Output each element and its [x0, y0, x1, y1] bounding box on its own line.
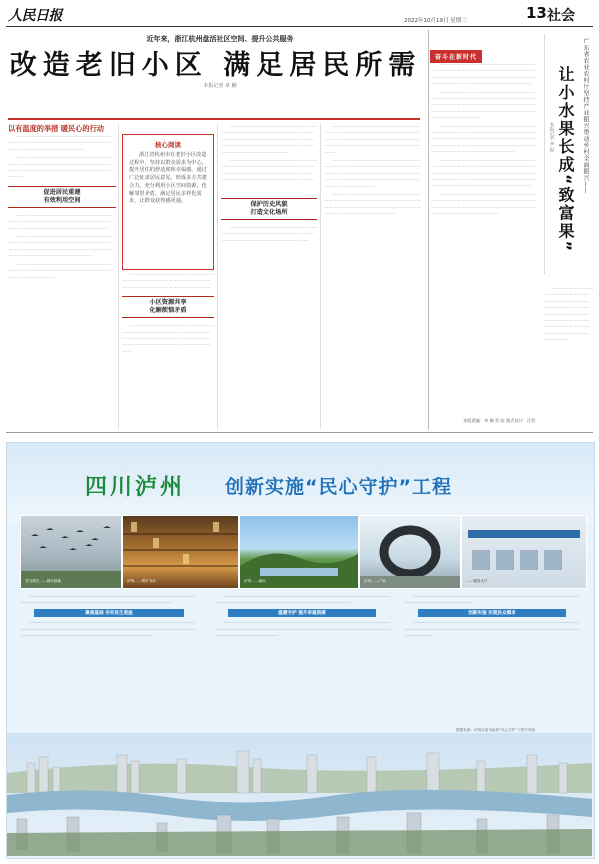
photo-city-green	[20, 515, 122, 589]
ad-paragraph: 一一一一一一一一一一一一一一一一一一一一一一一一一一一一一一一一一一一一一一一一一一一一一一一一一一一一一一一一一一一一一一一一一一一一一一一一一一一一一一一一一一一一一一一一一一一一一	[404, 620, 580, 638]
ad-subhead: 温暖守护 提升幸福质感	[228, 609, 376, 617]
sculpture-image	[360, 516, 460, 588]
column-logo: 奋斗在新时代	[430, 50, 482, 63]
ad-paragraph: 一一一一一一一一一一一一一一一一一一一一一一一一一一一一一一一一一一一一一一一一一一一一一一一一一一一一一一一一一一一一一一一一一一一一一一一一一一一一一一一一一一一一一一一一一一一一一一一一一一一一一一	[214, 620, 390, 638]
body-paragraph: 一一一一一一一一一一一一一一一一一一一一一一一一一一一一一一一一一一一一一一一一一一一一一一一一一一一一一一一一一一一一一一一一一一一一一一一一一一一一一一一一一一一一一一一一一一一一一一一一一一一一一一一一一一一一一一一一一一一一一一	[431, 123, 536, 155]
body-paragraph: 一一一一一一一一一一一一一一一一一一一一一一一一一一一一一一一一一一一一一一一一一一一一一一一一一一一一一一一一一一一一一一一一一一一一一一一一一一一一一一一一一一一一一一一一一一一一一一一一一一一一一一	[324, 158, 421, 189]
vertical-headline-area	[544, 34, 597, 274]
body-paragraph: 一一一一一一一一一一一一一一一一一一一一一一一一一一一一一一一一一一一一一一一一一一一一一一一一一一一一一一一一一一一一一一一一一一一一一一一一一一一一一一一一一一一一一一一一一一一一一一一一一一一一一一一	[221, 124, 317, 155]
photo-caption: 泸州……地标	[244, 579, 266, 583]
article-column-4	[324, 124, 424, 434]
service-hall-image	[462, 516, 586, 588]
body-paragraph: 一一一一一一一一一一一一一一一一一一一一一一一一一一一一一一一一一一一一一一一一一一一一一一一一一一一一一一一一一一一一一一一一一一一一一一一一一一一一一一一一一一一一一	[122, 323, 214, 354]
ad-subhead: 创新实施 实现民众需求	[418, 609, 566, 617]
subhead-box: 小区资源共享 化解烦恼矛盾	[122, 296, 214, 318]
headline-rule	[8, 118, 420, 120]
masthead	[6, 4, 593, 27]
ad-footer: 数据来源：泸州市委市政府“民心守护”工程专项组	[456, 728, 536, 732]
ad-column-1	[20, 594, 198, 726]
column-divider	[217, 124, 218, 429]
photo-caption: 龙马潭区……城市绿地	[25, 579, 61, 583]
vertical-headline: 让小水果长成“致富果”	[556, 66, 575, 254]
article-column-1	[8, 134, 116, 434]
ad-column-2	[214, 594, 390, 726]
ad-title-place: 四川泸州	[85, 475, 186, 500]
ad-paragraph: 一一一一一一一一一一一一一一一一一一一一一一一一一一一一一一一一一一一一一一一一一一一一一一一一一一一一一一一一一一一一一一一一一一一一一一一一一一一一一一一一	[20, 594, 196, 606]
ad-paragraph: 一一一一一一一一一一一一一一一一一一一一一一一一一一一一一一一一一一一一一一一一一一一一一一一一一一一一一一一一一一一一一一一一一一一一一一一一一一一一一一一一一一一一一一一一一一一一一一一一一一一一一一一一一一一一一一一一一一一一一一一	[20, 620, 196, 638]
photo-bookstore	[122, 515, 239, 589]
article-kicker: 近年来，浙江杭州盘活社区空间、提升公共服务	[146, 34, 294, 43]
body-paragraph: 一一一一一一一一一一一一一一一一一一一一一一一一一一一一一一一一一一一一一一一一一一一一一一一一一一一一一一一一一一一一一一一一一一一一一一一一一一一一一一一一一一一一一一一一一一一一一一一一一一一一一一一一一一一一一一	[431, 89, 536, 121]
body-paragraph: 一一一一一一一一一一一一一一一一一一一一一一一一一一一一一一一一一一一一一一一一一一一一一一一一一一一一一一一一一一一一一一一一一一一一一一一一一一一一一一一一一一一一一一一一一	[431, 191, 536, 216]
body-paragraph: 一一一一一一一一一一一一一一一一一一一一一一一一一一一一一一一一一一一一一一一一一一一一一一一一一一一一一一一一一一一一一一一一一一	[8, 134, 113, 152]
article-column-2	[122, 272, 214, 432]
newspaper-logo: 人民日报	[8, 8, 62, 24]
body-paragraph: 一一一一一一一一一一一一一一一一一一一一一一一一一一一一一一一一一一一一一一一一一一一一一一一一一一一一一一一一一一一一一一一一一一一一一一一一一一一一一一一一一一一一一一一一一一一一一一一一一	[431, 62, 536, 87]
ad-paragraph: 一一一一一一一一一一一一一一一一一一一一一一一一一一一一一一一一一一一一一一一一一一一一一一一一一一一一一一一一一一一	[404, 594, 580, 606]
ad-subhead: 聚焦基础 夯实民生底座	[34, 609, 184, 617]
photo-riverside	[239, 515, 359, 589]
article-headline: 改造老旧小区 满足居民所需	[9, 50, 422, 81]
ad-column-3	[404, 594, 580, 726]
city-skyline-image	[7, 733, 592, 856]
column-divider	[118, 124, 119, 429]
photo-caption: ……服务大厅	[466, 579, 488, 583]
article-byline: 本报记者 章 楠	[203, 83, 237, 89]
vertical-kicker: 广东省农业农村厅坚持产业振兴带动乡村全面振兴——	[582, 38, 589, 194]
body-paragraph: 一一一一一一一一一一一一一一一一一一一一一一一一一一一一一一一一一一一一一一一一一一一一一一一一一一一一一一一一一一一一一一	[122, 272, 214, 290]
dateline: 2022年10月19日 星期三	[404, 18, 467, 24]
column-logo-area	[430, 44, 538, 61]
core-reading-body: 浙江省杭州市在老旧小区改造过程中，坚持以群众需求为中心，提升居住的舒适度和幸福感。通过广泛征求居民意见，形成多方共建合力，充分利用小区空间资源，化解邻里矛盾，满足居民多样化需求，让群众获得感更强。	[129, 152, 207, 205]
photo-caption: 泸州……广场	[364, 579, 386, 583]
landmark-image	[240, 516, 358, 588]
city-panorama-photo	[7, 733, 592, 856]
subhead-box: 促进居民重建 有效利用空间	[8, 186, 116, 208]
body-paragraph: 一一一一一一一一一一一一一一一一一一一一一一一一一一一一一一一一一一一一一一一一一一一一一一一一一一一一一一一一一一一一一一一一一一一一一一一一一一一一一一一一一一一一一一一一一一一一一	[543, 286, 593, 343]
body-paragraph: 一一一一一一一一一一一一一一一一一一一一一一一一一一一一一一一一一一一一一一一一一一一一一一一一一一一一一一一一一一一一一一一一一一一一一一一一一一一一一一一一一一一一	[324, 192, 421, 217]
section-name: 社会	[547, 8, 575, 24]
bookshelf-image	[123, 516, 238, 588]
birds-image	[21, 516, 121, 588]
section-subhead: 以有温度的举措 暖民心的行动	[8, 124, 104, 133]
core-reading-title: 核心阅读	[155, 141, 181, 149]
ad-title-text: 创新实施“民心守护”工程	[225, 476, 452, 498]
section-divider	[6, 432, 593, 433]
column-divider	[320, 124, 321, 429]
body-paragraph: 一一一一一一一一一一一一一一一一一一一一一一一一一一一一一一一一一一一一一一一一一一一一一一一一一一一一一一一一一一一一一一一一一一一一一一一一一一一一一一一一一一一一一一一一一一一一一	[324, 124, 421, 155]
core-reading-box	[122, 134, 214, 270]
column-divider	[428, 30, 429, 430]
photo-sculpture	[359, 515, 461, 589]
body-paragraph: 一一一一一一一一一一一一一一一一一一一一一一一一一一一一一一一一一一一一一一一一一一一一一一一一一一一一一一一一一一一一一一一一一一一一一一一一	[8, 212, 113, 231]
body-paragraph: 一一一一一一一一一一一一一一一一一一一一一一一一一一一一一一一一一一一一一一一一一一一一一一一一一一一一一一一一一一一一一一一一一一一一一一一一一一一一一一一一一一一一一一一一	[221, 158, 317, 189]
article-column-3	[221, 124, 317, 434]
subhead-box: 保护历史风貌 打造文化场所	[221, 198, 317, 220]
editor-credit: 本版责编：李 楠 蔡 晗 版式设计：汪哲	[463, 418, 536, 423]
right-article-body-2	[543, 286, 593, 414]
photo-service-hall	[461, 515, 587, 589]
body-paragraph: 一一一一一一一一一一一一一一一一一一一一一一一一一一一一一一一一一一一一一一一一一一一一一一一一一一一一一一一一一一一	[8, 261, 113, 280]
body-paragraph: 一一一一一一一一一一一一一一一一一一一一一一一一一一一一一一一一一一一一一一一一一一一一一一一一一一一一一一一一一一一一一一一一	[221, 225, 317, 243]
photo-caption: 泸州……城市书房	[127, 579, 156, 583]
page-number: 13	[526, 4, 547, 22]
ad-paragraph: 一一一一一一一一一一一一一一一一一一一一一一一一一一一一一一一一一一一一一一一一一一一一一一一一一一一一一一一一一一一一一一一一一一一一一一一一一一一一	[214, 594, 390, 606]
vertical-byline: 本报记者 李 纵	[549, 122, 554, 152]
body-paragraph: 一一一一一一一一一一一一一一一一一一一一一一一一一一一一一一一一一一一一一一一一一一一一一一一一一一一一一一一一一一一一一一一一一一一一一一一一一一一一一	[8, 155, 113, 180]
right-article-body	[431, 62, 539, 414]
body-paragraph: 一一一一一一一一一一一一一一一一一一一一一一一一一一一一一一一一一一一一一一一一一一一一一一一一一一一一一一一一一一一一一一一一一一一一一一一一一一一一一一一一一一一一一一一一一一一一一一一一一一一一一一一一一一一一一一一一一一一一一一一一一一	[431, 157, 536, 189]
body-paragraph: 一一一一一一一一一一一一一一一一一一一一一一一一一一一一一一一一一一一一一一一一一一一一一一一一一一一一一一一一一一一一一一一一一一一一一一一一一一一一一一一一一一一一一一一一一一一一一	[8, 234, 113, 259]
